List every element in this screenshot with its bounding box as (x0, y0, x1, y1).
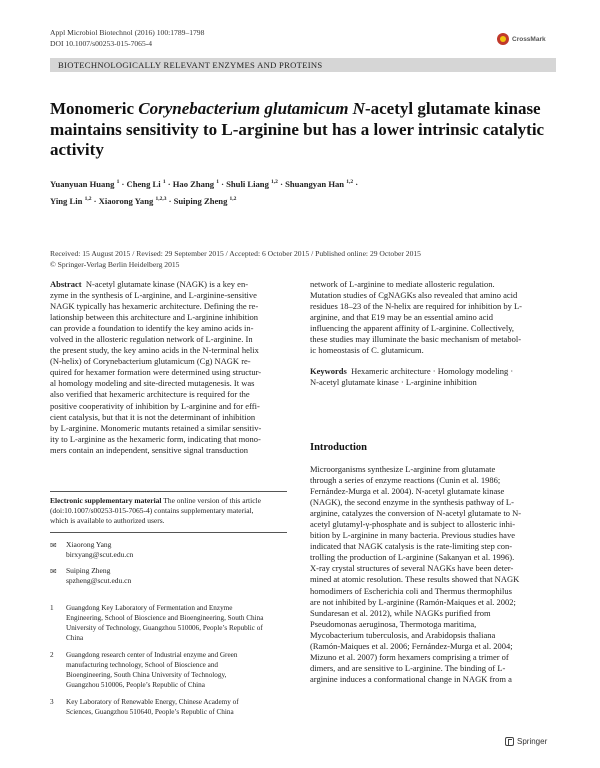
abstract-line: mers contain an independent, sensitive signal transduction (50, 444, 249, 455)
envelope-icon: ✉ (50, 567, 57, 576)
publisher-name: Springer (517, 737, 548, 746)
journal-header (50, 28, 204, 49)
author-affiliation: 1,2,3 (155, 195, 167, 202)
introduction-line: X-ray crystal structures of several NAGKs have been deter- (310, 563, 514, 574)
author-list (50, 175, 550, 209)
author-affiliation: 1,2 (229, 195, 237, 202)
author-line-1 (50, 175, 550, 192)
introduction-heading: Introduction (310, 442, 367, 453)
author[interactable] (285, 179, 353, 189)
abstract-line: residues 18–23 of the N-helix are required for inhibition by L- (310, 301, 522, 312)
affiliation-line: Key Laboratory of Renewable Energy, Chinese Academy of (66, 698, 239, 706)
author-name: Yuanyuan Huang (50, 178, 115, 189)
author[interactable] (174, 196, 237, 206)
author-name: Shuli Liang (226, 178, 269, 189)
introduction-line: dimers, and are sensitive to L-arginine. The binding of L- (310, 662, 506, 673)
author-separator: · (277, 178, 286, 189)
author-name: Shuangyan Han (285, 178, 345, 189)
introduction-line: Pseudomonas aeruginosa, Thermotoga maritima, (310, 618, 477, 629)
crossmark-label: CrossMark (512, 35, 546, 43)
author-name: Cheng Li (126, 178, 161, 189)
contact-2 (50, 566, 287, 586)
author-separator: · (91, 195, 99, 206)
introduction-line: Fernández-Murga et al. 2004). N-acetyl glutamate kinase (310, 486, 505, 497)
springer-horse-icon (505, 737, 514, 746)
author-affiliation: 1 (216, 179, 219, 185)
introduction-line: Microorganisms synthesize L-arginine from glutamate (310, 464, 496, 474)
introduction-line: (Ramón-Maiques et al. 2006; Fernández-Murga et al. 2004; (310, 640, 513, 651)
author[interactable] (127, 179, 166, 189)
affiliation-line: Guangzhou 510006, People’s Republic of China (66, 681, 205, 689)
introduction-line: Mycobacterium tuberculosis, and Arabidopsis thaliana (310, 629, 496, 640)
contact-name: Xiaorong Yang (66, 540, 112, 549)
introduction-line: (NAGK), the second enzyme in the synthesis pathway of L- (310, 497, 514, 508)
abstract-label: Abstract (50, 279, 82, 289)
author-name: Suiping Zheng (173, 195, 228, 206)
esm-label: Electronic supplementary material (50, 496, 162, 505)
introduction-line: bition by L-arginine in many bacteria. Previous studies have (310, 530, 515, 541)
author-separator: · (119, 178, 127, 189)
introduction-line: indicated that NAGK catalysis is the rate-limiting step con- (310, 541, 513, 552)
keywords (310, 366, 555, 388)
author-affiliation: 1,2 (346, 179, 354, 185)
divider (50, 532, 287, 533)
abstract-line: NAGK typically has hexameric architecture. Defining the re- (50, 301, 259, 312)
journal-citation: Appl Microbiol Biotechnol (2016) 100:1789–1798 (50, 28, 205, 37)
abstract-line: by L-arginine. Monomeric mutants retained a similar sensitiv- (50, 422, 262, 433)
abstract-line (50, 279, 287, 290)
abstract-line: can provide a foundation to identify the key amino acids in- (50, 323, 254, 334)
affiliation-line: University of Technology, Guangzhou 510006, People’s Republic of (66, 624, 263, 632)
affiliation-number: 3 (50, 698, 54, 706)
abstract-line: ic homeostasis of C. glutamicum. (310, 345, 424, 356)
abstract-line: quired for hexamer formation were determined using structur- (50, 367, 262, 378)
author-name: Ying Lin (50, 195, 83, 206)
affiliation-line: Sciences, Guangzhou 510640, People’s Republic of China (66, 708, 234, 716)
introduction-line: mined at atomic resolution. These results showed that NAGK (310, 574, 520, 585)
esm-line: The online version of this article (163, 496, 261, 505)
contact-email[interactable]: spzheng@scut.edu.cn (66, 576, 132, 585)
abstract-line: network of L-arginine to mediate allosteric regulation. (310, 279, 495, 289)
section-banner (50, 58, 556, 72)
copyright: © Springer-Verlag Berlin Heidelberg 2015 (50, 259, 180, 269)
abstract (50, 279, 287, 456)
introduction-line: homodimers of Escherichia coli and Thermus thermophilus (310, 585, 512, 596)
abstract-continued (310, 279, 555, 356)
introduction-line: arginine induces a conformational change in NAGK from a (310, 673, 512, 684)
keywords-line: N-acetyl glutamate kinase · L-arginine inhibition (310, 377, 477, 388)
author-name: Hao Zhang (172, 178, 215, 189)
author[interactable] (99, 196, 167, 206)
affiliation-line: Guangdong Key Laboratory of Fermentation and Enzyme (66, 604, 233, 612)
envelope-icon: ✉ (50, 541, 57, 550)
contact-name: Suiping Zheng (66, 566, 111, 575)
esm-note (50, 496, 287, 526)
abstract-line: al homology modeling and site-directed mutagenesis. It was (50, 378, 255, 389)
abstract-line: volved in the allosteric regulation network of L-arginine. In (50, 334, 253, 345)
crossmark-badge[interactable] (497, 32, 557, 46)
keywords-line: Hexameric architecture · Homology modeling · (351, 366, 514, 376)
author[interactable] (50, 179, 119, 189)
abstract-text: N-acetyl glutamate kinase (NAGK) is a key en- (85, 279, 249, 289)
introduction-body (310, 464, 555, 685)
abstract-line: influencing the apparent affinity of L-arginine. Collectively, (310, 323, 515, 334)
abstract-line: cient catalysis, but that it is not the determinant of inhibition (50, 411, 256, 422)
author-affiliation: 1,2 (271, 179, 278, 185)
esm-line: which is available to authorized users. (50, 516, 165, 525)
affiliation-line: Guangdong research center of Industrial enzyme and Green (66, 651, 238, 659)
abstract-line: lationship between this architecture and L-arginine inhibition (50, 312, 259, 323)
author-separator: · (166, 195, 174, 206)
author[interactable] (226, 179, 278, 189)
article-title (50, 99, 550, 161)
author-separator: · (218, 178, 227, 189)
author-affiliation: 1,2 (84, 195, 92, 202)
introduction-line: through a series of enzyme reactions (Cunin et al. 1986; (310, 475, 501, 486)
introduction-line: arginine, catalyzes the conversion of N-acetyl glutamate to N- (310, 508, 522, 519)
author-affiliation: 1 (162, 179, 166, 185)
contact-email[interactable]: birxyang@scut.edu.cn (66, 550, 134, 559)
title-part1: Monomeric (50, 99, 139, 118)
keywords-label: Keywords (310, 366, 347, 376)
affiliation-number: 1 (50, 604, 54, 612)
journal-doi[interactable]: DOI 10.1007/s00253-015-7065-4 (50, 38, 153, 48)
abstract-line: ity to L-arginine as the hexameric form, indicating that mono- (50, 433, 261, 444)
author-line-2 (50, 192, 550, 209)
section-banner-text: BIOTECHNOLOGICALLY RELEVANT ENZYMES AND PROTEINS (58, 60, 323, 70)
affiliation-line: manufacturing technology, School of Bioscience and (66, 661, 219, 669)
springer-logo (505, 737, 547, 746)
abstract-line: positive cooperativity of inhibition by L-arginine and for effi- (50, 400, 260, 411)
introduction-line: Mizuno et al. 2007) form hexamers comprising a trimer of (310, 651, 509, 662)
abstract-line: the present study, the key amino acids in the N-terminal helix (50, 345, 259, 356)
abstract-line: also verified that hexameric architecture is required for the (50, 389, 250, 400)
introduction-line: Sundaresan et al. 2012), while NAGKs purified from (310, 607, 491, 618)
affiliation-2 (50, 650, 287, 692)
affiliation-1 (50, 603, 287, 645)
title-part2: -acetyl glutamate kinase maintains sensitivity to L-arginine but has a lower intrinsic catalytic activity (50, 99, 545, 159)
author-separator: · (165, 178, 173, 189)
abstract-line: zyme in the synthesis of L-arginine, and L-arginine-sensitive (50, 290, 257, 301)
author-separator: · (353, 178, 359, 189)
affiliation-line: Engineering, School of Bioscience and Bioengineering, South China (66, 614, 264, 622)
crossmark-icon (497, 33, 509, 45)
affiliation-line: China (66, 634, 84, 642)
abstract-line: (N-helix) of Corynebacterium glutamicum (Cg) NAGK re- (50, 356, 251, 367)
article-dates (50, 249, 560, 270)
author-affiliation: 1 (116, 179, 120, 185)
introduction-line: are not inhibited by L-arginine (Ramón-Maiques et al. 2002; (310, 596, 516, 607)
author[interactable] (50, 196, 91, 206)
title-organism: Corynebacterium glutamicum N (138, 99, 365, 118)
affiliation-3 (50, 697, 287, 719)
esm-line[interactable]: (doi:10.1007/s00253-015-7065-4) contains supplementary material, (50, 506, 254, 515)
abstract-line: arginine, and that E19 may be an essential amino acid (310, 312, 494, 323)
contact-1 (50, 540, 287, 560)
author[interactable] (173, 179, 219, 189)
history-dates: Received: 15 August 2015 / Revised: 29 September 2015 / Accepted: 6 October 2015 / Published online: 29 October 2015 (50, 249, 421, 258)
introduction-line: trolling the production of L-arginine (Sakanyan et al. 1996). (310, 552, 515, 563)
author-name: Xiaorong Yang (98, 195, 154, 206)
abstract-line: these studies may illuminate the basic mechanism of metabol- (310, 334, 522, 345)
affiliation-line: Bioengineering, South China University of Technology, (66, 671, 227, 679)
introduction-line: acetyl glutamyl-γ-phosphate and is subject to allosteric inhi- (310, 519, 516, 530)
abstract-line: Mutation studies of CgNAGKs also revealed that amino acid (310, 290, 518, 301)
divider (50, 491, 287, 492)
affiliation-number: 2 (50, 651, 54, 659)
